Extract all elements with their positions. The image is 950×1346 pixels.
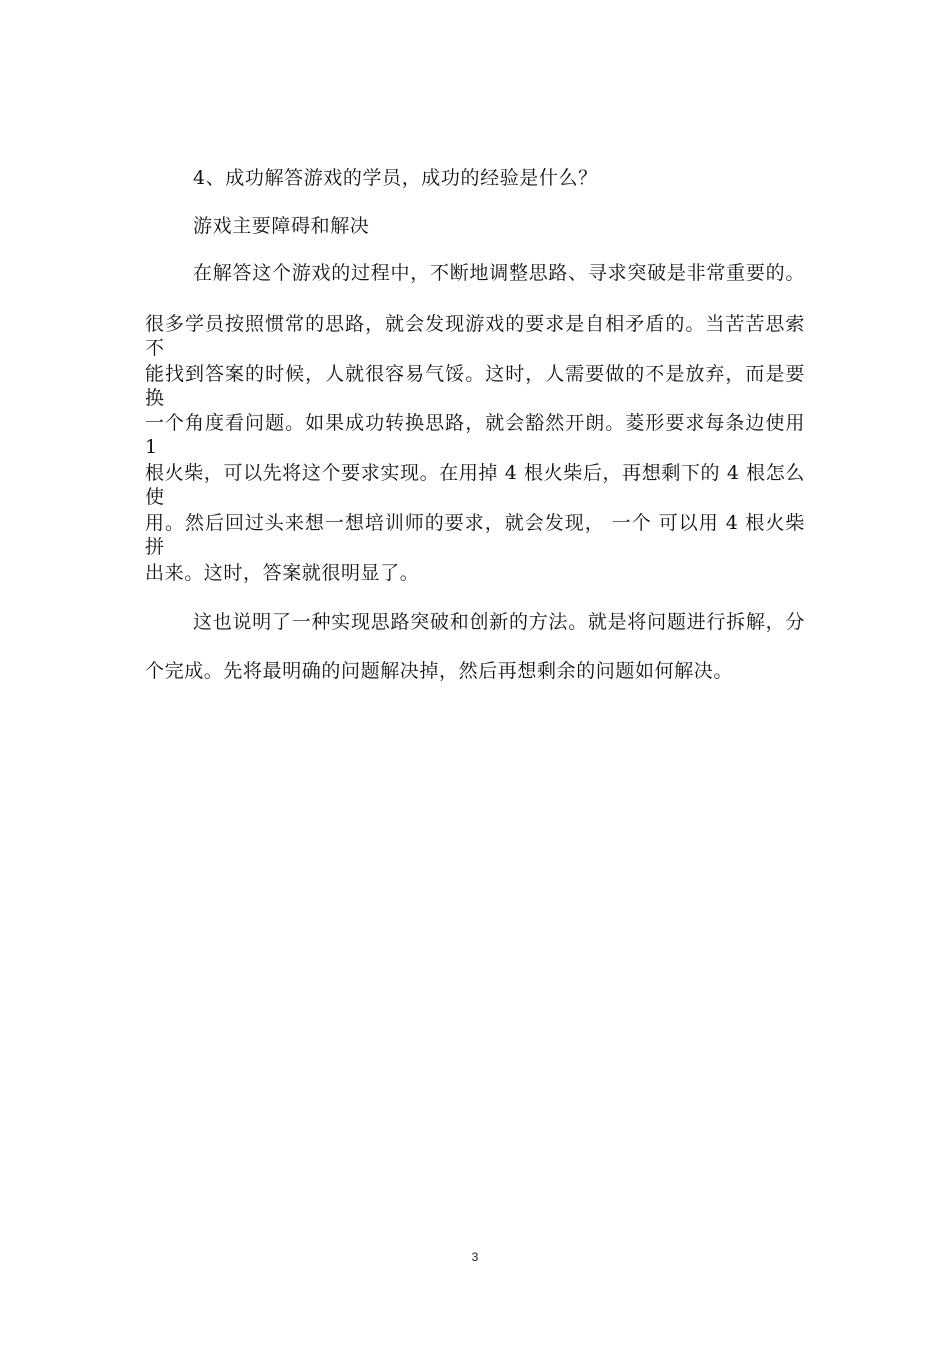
paragraph-1-line-3: 能找到答案的时候，人就很容易气馁。这时，人需要做的不是放弃，而是要换	[145, 363, 805, 409]
paragraph-1-line-2: 很多学员按照惯常的思路，就会发现游戏的要求是自相矛盾的。当苦苦思索不	[145, 313, 805, 359]
paragraph-1-line-6: 用。然后回过头来想一想培训师的要求，就会发现， 一个 可以用 4 根火柴拼	[145, 512, 805, 558]
section-heading: 游戏主要障碍和解决	[193, 215, 370, 237]
paragraph-1-line-4: 一个角度看问题。如果成功转换思路，就会豁然开朗。菱形要求每条边使用 1	[145, 412, 805, 458]
question-line: 4、成功解答游戏的学员，成功的经验是什么？	[193, 167, 598, 189]
paragraph-1-line-7: 出来。这时，答案就很明显了。	[145, 562, 420, 584]
paragraph-2-line-2: 个完成。先将最明确的问题解决掉，然后再想剩余的问题如何解决。	[145, 660, 734, 682]
page-number: 3	[471, 1250, 479, 1264]
paragraph-2-line-1: 这也说明了一种实现思路突破和创新的方法。就是将问题进行拆解，分	[193, 611, 805, 633]
paragraph-1-line-1: 在解答这个游戏的过程中，不断地调整思路、寻求突破是非常重要的。	[193, 262, 805, 284]
paragraph-1-line-5: 根火柴，可以先将这个要求实现。在用掉 4 根火柴后，再想剩下的 4 根怎么使	[145, 462, 805, 508]
